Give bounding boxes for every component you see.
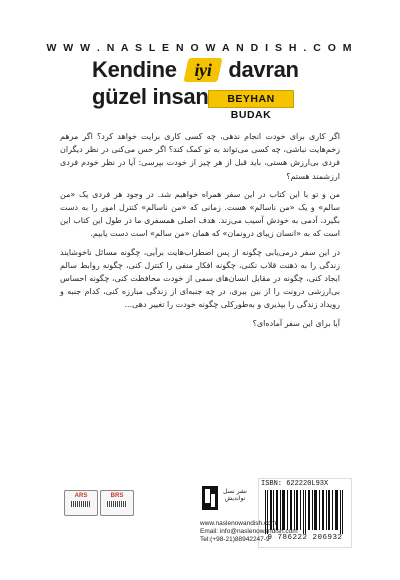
title-word-kendine: Kendine [92,57,177,83]
paragraph-2: من و تو با این کتاب در این سفر همراه خواهیم شد. در وجود هر فردی یک «من سالم» و یک «من ناسالم» هست. زمانی که «من ناسالم» کنترل امور را به دست بگیرد، آدمی به خودش آسیب می‌زند. هدف اصلی همسفری ما در طول این کتاب این است که به «انسان زیبای درونمان» که همان «من سالم» است دست یابیم. [60,189,340,239]
book-title-line2: güzel insan [92,84,209,109]
badge-2-stripe-icon [107,501,127,507]
publisher-contact [200,520,310,544]
badge-1-stripe-icon [71,501,91,507]
back-cover-text [60,130,340,335]
paragraph-4: آیا برای این سفر آماده‌ای؟ [252,318,340,328]
badge-1-label: ARS [74,493,88,499]
publisher-logo-icon [202,486,218,510]
top-band [0,0,400,40]
iyi-logo-text: iyi [193,60,212,81]
paragraph-1: اگر کاری برای خودت انجام ندهی، چه کسی کاری برایت خواهد کرد؟ اگر مرهم زخم‌هایت نباشی، چه کسی می‌تواند به تو کمک کند؟ اگر حس می‌کنی در نظر دیگران فردی بی‌ارزش هستی، باید قبل از هر چیز از خودت بپرسی: آیا در نظر خودم فردی ارزشمند هستم؟ [60,132,340,181]
contact-website: www.naslenowandish.com [200,520,277,527]
isbn-label: ISBN: 622220L93X [261,480,329,488]
publisher-name: نشر نسل نواندیش [223,488,247,502]
certification-badge-1 [64,490,98,516]
contact-phone: Tel:(+98-21)88942247-9 [200,536,270,543]
certification-badges [64,490,134,514]
title-word-davran: davran [228,57,299,83]
certification-badge-2 [100,490,134,516]
paragraph-3: در این سفر درمی‌یابی چگونه از پس اضطراب‌هایت برآیی، چگونه مسائل ناخوشایند زندگی را به ذهنت قلاب نکنی، چگونه افکار منفی را کنترل کنی، چگونه روابط سالم ایجاد کنی، چگونه در مقابل انسان‌های سمی از خودت محافظت کنی، چگونه احساس بی‌ارزشی درونت را از بین ببری، در چه جنبه‌ای از زندگی مبارزه کنی، کدام جنبه و رویداد زندگی را بپذیری و به‌طورکلی چگونه خودت را تغییر دهی... [60,247,340,310]
isbn-digits: 9 786222 206932 [267,534,343,542]
badge-2-label: BRS [110,493,124,499]
contact-email: Email: info@naslenowandish.com [200,528,298,535]
website-url-header: W W W . N A S L E N O W A N D I S H . C O M [46,42,354,54]
iyi-logo-badge [183,58,222,82]
author-badge: BEYHAN BUDAK [208,90,294,108]
book-title-line1 [92,56,299,83]
